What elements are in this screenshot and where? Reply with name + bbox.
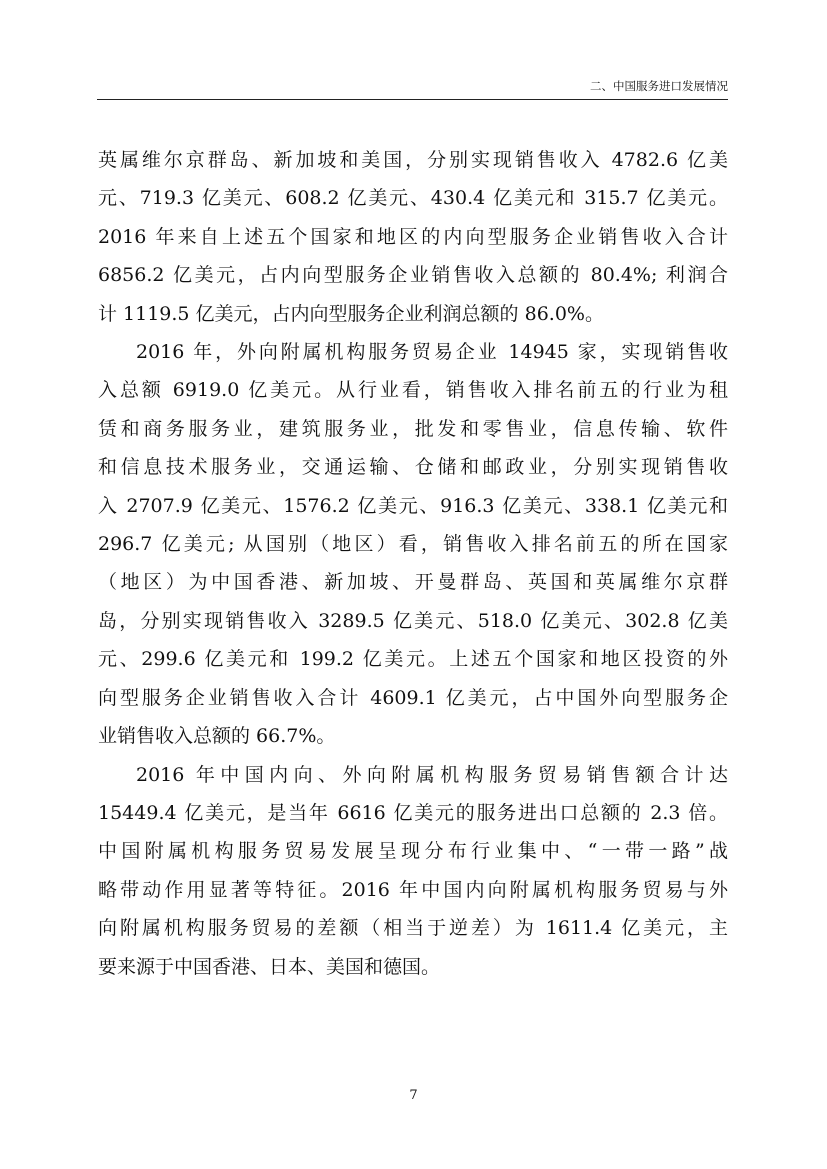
text-line: 计 1119.5 亿美元，占内向型服务企业利润总额的 86.0%。 <box>98 302 604 325</box>
text-line: 2016 年中国内向、外向附属机构服务贸易销售额合计达 <box>136 763 728 786</box>
text-line: 6856.2 亿美元，占内向型服务企业销售收入总额的 80.4%; 利润合 <box>98 264 728 287</box>
body-text <box>98 141 728 986</box>
text-line: 元、299.6 亿美元和 199.2 亿美元。上述五个国家和地区投资的外 <box>98 648 728 671</box>
text-line: 向型服务企业销售收入合计 4609.1 亿美元，占中国外向型服务企 <box>98 686 728 709</box>
text-line: 向附属机构服务贸易的差额（相当于逆差）为 1611.4 亿美元，主 <box>98 917 728 940</box>
text-line: 15449.4 亿美元，是当年 6616 亿美元的服务进出口总额的 2.3 倍。 <box>98 801 728 824</box>
text-line: 岛，分别实现销售收入 3289.5 亿美元、518.0 亿美元、302.8 亿美 <box>98 609 728 632</box>
text-line: 元、719.3 亿美元、608.2 亿美元、430.4 亿美元和 315.7 亿美元。 <box>98 187 728 210</box>
text-line: （地区）为中国香港、新加坡、开曼群岛、英国和英属维尔京群 <box>98 571 728 594</box>
text-line: 入 2707.9 亿美元、1576.2 亿美元、916.3 亿美元、338.1 亿美元和 <box>98 494 728 517</box>
text-line: 要来源于中国香港、日本、美国和德国。 <box>98 955 441 978</box>
text-line: 入总额 6919.0 亿美元。从行业看，销售收入排名前五的行业为租 <box>98 379 728 402</box>
text-line: 赁和商务服务业，建筑服务业，批发和零售业，信息传输、软件 <box>98 417 728 440</box>
text-line: 2016 年，外向附属机构服务贸易企业 14945 家，实现销售收 <box>136 341 728 364</box>
text-line: 英属维尔京群岛、新加坡和美国，分别实现销售收入 4782.6 亿美 <box>98 149 728 171</box>
text-line: 中国附属机构服务贸易发展呈现分布行业集中、“一带一路”战 <box>98 840 728 863</box>
text-line: 和信息技术服务业，交通运输、仓储和邮政业，分别实现销售收 <box>98 456 728 479</box>
text-line: 2016 年来自上述五个国家和地区的内向型服务企业销售收入合计 <box>98 225 728 248</box>
paragraph-2 <box>98 333 728 755</box>
text-line: 296.7 亿美元; 从国别（地区）看，销售收入排名前五的所在国家 <box>98 533 728 556</box>
text-line: 略带动作用显著等特征。2016 年中国内向附属机构服务贸易与外 <box>98 878 728 901</box>
page-number: 7 <box>409 1088 418 1103</box>
running-header: 二、中国服务进口发展情况 <box>97 78 728 100</box>
text-line: 业销售收入总额的 66.7%。 <box>98 725 336 748</box>
paragraph-3 <box>98 756 728 986</box>
paragraph-1 <box>98 141 728 333</box>
